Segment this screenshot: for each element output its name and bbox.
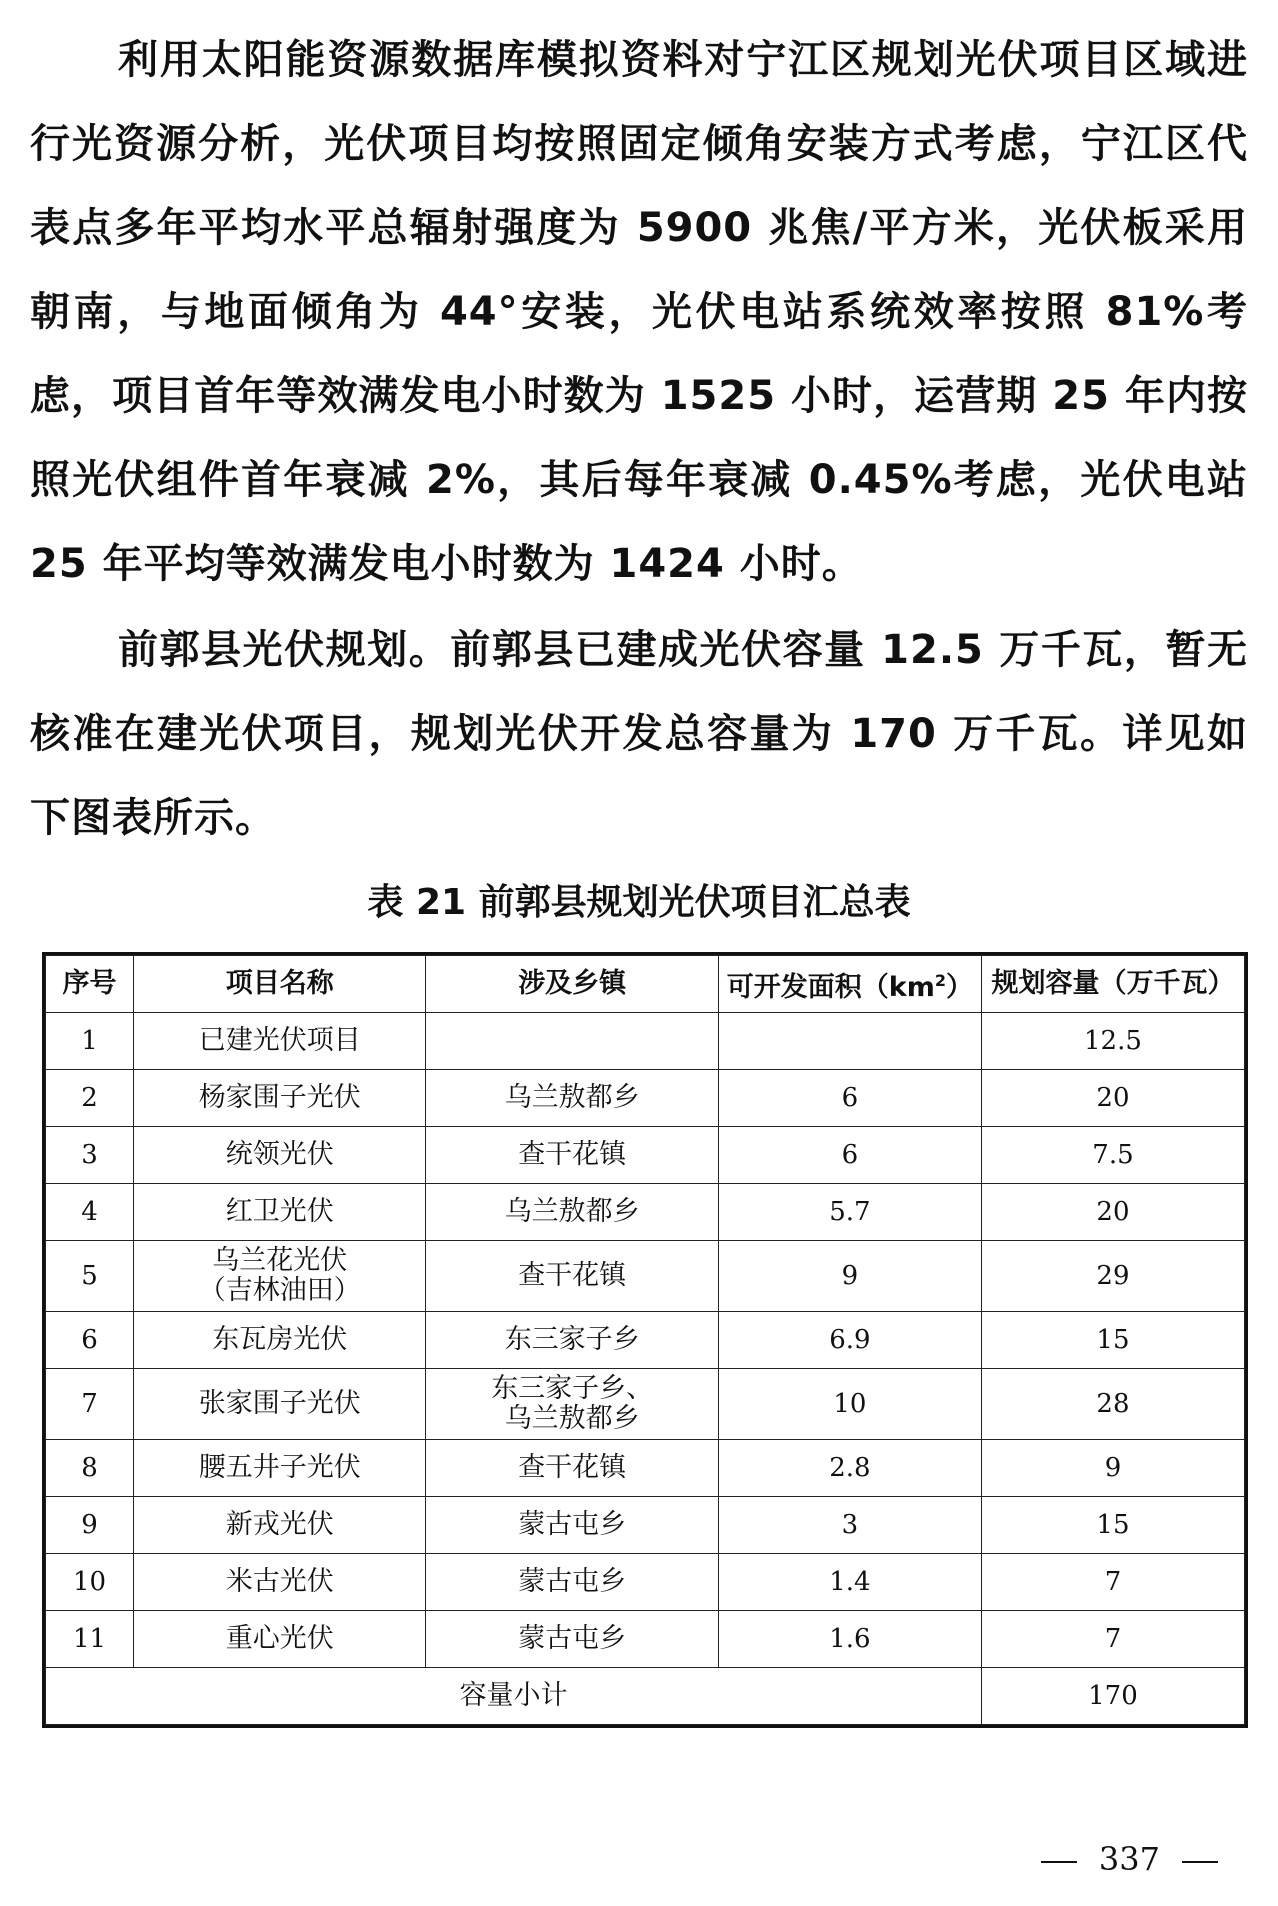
cell-town: 查干花镇 <box>426 1440 718 1497</box>
cell-capacity: 20 <box>981 1184 1244 1241</box>
cell-area: 2.8 <box>718 1440 981 1497</box>
body-paragraph-2: 前郭县光伏规划。前郭县已建成光伏容量 12.5 万千瓦，暂无核准在建光伏项目，规划光伏开发总容量为 170 万千瓦。详见如下图表所示。 <box>30 627 1248 841</box>
cell-area: 9 <box>718 1241 981 1312</box>
dash-left <box>1041 1861 1077 1863</box>
cell-name: 已建光伏项目 <box>134 1013 426 1070</box>
table-row <box>46 1013 1245 1070</box>
cell-area: 6 <box>718 1127 981 1184</box>
cell-seq: 7 <box>46 1369 134 1440</box>
cell-town: 蒙古屯乡 <box>426 1497 718 1554</box>
cell-town: 查干花镇 <box>426 1127 718 1184</box>
cell-town: 乌兰敖都乡 <box>426 1184 718 1241</box>
table-row <box>46 1440 1245 1497</box>
cell-name-line: （吉林油田） <box>198 1275 361 1306</box>
table-total-row <box>46 1668 1245 1725</box>
header-seq: 序号 <box>46 956 134 1013</box>
cell-capacity: 28 <box>981 1369 1244 1440</box>
page-footer <box>0 1840 1278 1878</box>
cell-name: 杨家围子光伏 <box>134 1070 426 1127</box>
table-row <box>46 1070 1245 1127</box>
cell-area: 3 <box>718 1497 981 1554</box>
cell-total-capacity: 170 <box>981 1668 1244 1725</box>
cell-capacity: 7 <box>981 1554 1244 1611</box>
cell-capacity: 7 <box>981 1611 1244 1668</box>
cell-name: 重心光伏 <box>134 1611 426 1668</box>
cell-name <box>134 1241 426 1312</box>
header-area-sup: 2 <box>934 970 947 990</box>
cell-total-label: 容量小计 <box>46 1668 982 1725</box>
cell-capacity: 15 <box>981 1497 1244 1554</box>
dash-right <box>1182 1861 1218 1863</box>
cell-name: 新戎光伏 <box>134 1497 426 1554</box>
cell-area: 10 <box>718 1369 981 1440</box>
cell-area: 1.6 <box>718 1611 981 1668</box>
table-caption: 表 21 前郭县规划光伏项目汇总表 <box>367 882 911 923</box>
cell-town: 东三家子乡 <box>426 1312 718 1369</box>
table-frame <box>42 952 1248 1728</box>
cell-town: 蒙古屯乡 <box>426 1554 718 1611</box>
cell-area: 6.9 <box>718 1312 981 1369</box>
cell-seq: 11 <box>46 1611 134 1668</box>
cell-area: 6 <box>718 1070 981 1127</box>
cell-town: 乌兰敖都乡 <box>426 1070 718 1127</box>
cell-seq: 1 <box>46 1013 134 1070</box>
header-capacity: 规划容量（万千瓦） <box>981 956 1244 1013</box>
table-row <box>46 1127 1245 1184</box>
cell-seq: 9 <box>46 1497 134 1554</box>
body-paragraph-1: 利用太阳能资源数据库模拟资料对宁江区规划光伏项目区域进行光资源分析，光伏项目均按照固定倾角安装方式考虑，宁江区代表点多年平均水平总辐射强度为 5900 兆焦/平方米，光伏板采用朝南，与地面倾角为 44°安装，光伏电站系统效率按照 81%考虑，项目首年等效满发电小时数为 1525 小时，运营期 25 年内按照光伏组件首年衰减 2%，其后每年衰减 0.45%考虑，光伏电站 25 年平均等效满发电小时数为 1424 小时。 <box>30 37 1248 587</box>
cell-town <box>426 1369 718 1440</box>
cell-name: 东瓦房光伏 <box>134 1312 426 1369</box>
cell-area <box>718 1013 981 1070</box>
pv-project-table <box>45 955 1245 1725</box>
cell-name: 张家围子光伏 <box>134 1369 426 1440</box>
document-page <box>30 18 1248 1728</box>
table-row <box>46 1554 1245 1611</box>
header-area <box>718 956 981 1013</box>
cell-seq: 2 <box>46 1070 134 1127</box>
page-number: 337 <box>1098 1840 1160 1878</box>
table-row <box>46 1241 1245 1312</box>
table-row <box>46 1497 1245 1554</box>
cell-seq: 3 <box>46 1127 134 1184</box>
table-row <box>46 1369 1245 1440</box>
table-row <box>46 1611 1245 1668</box>
header-area-prefix: 可开发面积（km <box>726 971 935 1003</box>
table-header-row <box>46 956 1245 1013</box>
cell-seq: 8 <box>46 1440 134 1497</box>
cell-name: 米古光伏 <box>134 1554 426 1611</box>
cell-town: 查干花镇 <box>426 1241 718 1312</box>
cell-seq: 6 <box>46 1312 134 1369</box>
header-town: 涉及乡镇 <box>426 956 718 1013</box>
cell-name-line: 乌兰花光伏 <box>212 1245 348 1276</box>
cell-area: 5.7 <box>718 1184 981 1241</box>
cell-name: 腰五井子光伏 <box>134 1440 426 1497</box>
cell-capacity: 29 <box>981 1241 1244 1312</box>
page-number-wrap <box>1019 1840 1240 1878</box>
cell-seq: 5 <box>46 1241 134 1312</box>
cell-town: 蒙古屯乡 <box>426 1611 718 1668</box>
cell-capacity: 20 <box>981 1070 1244 1127</box>
cell-capacity: 9 <box>981 1440 1244 1497</box>
cell-town-line: 乌兰敖都乡 <box>504 1403 640 1434</box>
cell-area: 1.4 <box>718 1554 981 1611</box>
cell-seq: 10 <box>46 1554 134 1611</box>
header-area-suffix: ） <box>946 971 974 1003</box>
cell-town <box>426 1013 718 1070</box>
table-row <box>46 1184 1245 1241</box>
cell-name: 统领光伏 <box>134 1127 426 1184</box>
cell-town-line: 东三家子乡、 <box>491 1373 654 1404</box>
cell-capacity: 15 <box>981 1312 1244 1369</box>
cell-seq: 4 <box>46 1184 134 1241</box>
cell-name: 红卫光伏 <box>134 1184 426 1241</box>
cell-capacity: 7.5 <box>981 1127 1244 1184</box>
cell-capacity: 12.5 <box>981 1013 1244 1070</box>
header-name: 项目名称 <box>134 956 426 1013</box>
table-row <box>46 1312 1245 1369</box>
